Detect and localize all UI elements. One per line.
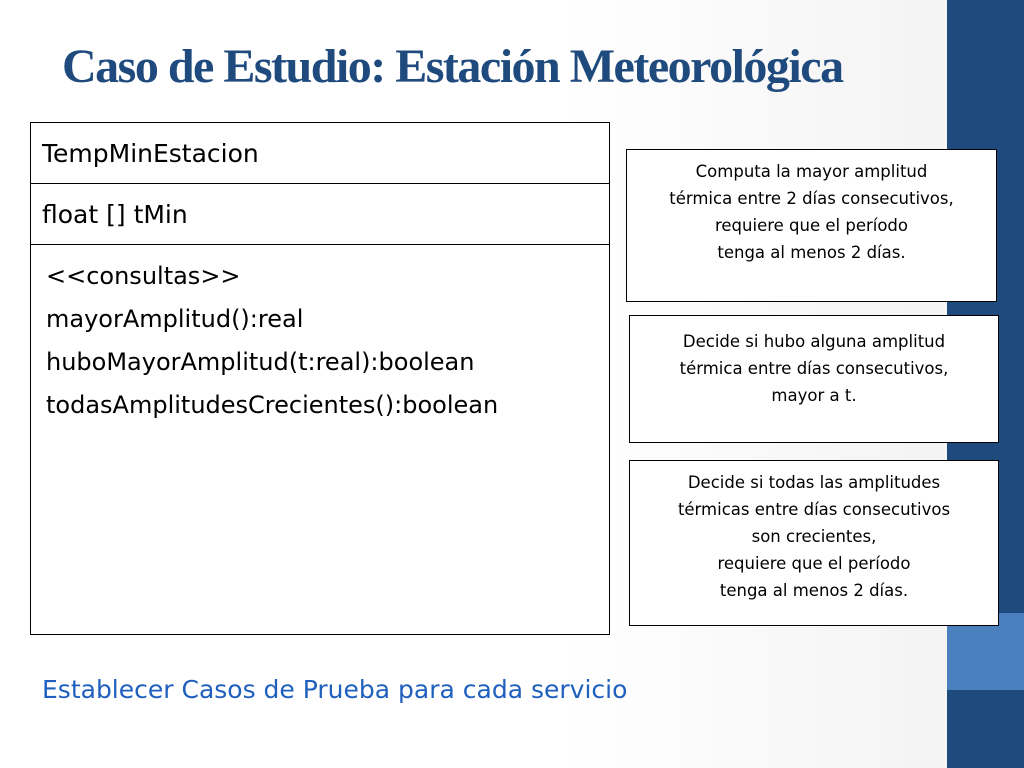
uml-stereotype: <<consultas>> — [46, 262, 241, 290]
uml-class-attribute: float [] tMin — [31, 184, 609, 245]
note-line: térmica entre días consecutivos, — [679, 359, 949, 378]
footer-instruction: Establecer Casos de Prueba para cada servicio — [42, 675, 628, 704]
uml-class-box — [30, 122, 610, 635]
note-line: térmicas entre días consecutivos — [677, 500, 951, 519]
note-line: son crecientes, — [751, 527, 877, 546]
note-hubo-mayor-amplitud — [629, 315, 999, 443]
uml-class-name: TempMinEstacion — [31, 123, 609, 184]
note-line: requiere que el período — [717, 554, 911, 573]
note-mayor-amplitud — [626, 149, 997, 302]
note-line: requiere que el período — [714, 216, 909, 235]
note-line: Decide si hubo alguna amplitud — [682, 332, 946, 351]
slide-title: Caso de Estudio: Estación Meteorológica — [62, 40, 843, 93]
uml-method-list — [31, 245, 609, 433]
note-line: Decide si todas las amplitudes — [687, 473, 941, 492]
note-todas-amplitudes-crecientes — [629, 460, 999, 626]
note-line: Computa la mayor amplitud — [695, 162, 928, 181]
uml-method: mayorAmplitud():real — [46, 305, 304, 333]
uml-method: huboMayorAmplitud(t:real):boolean — [46, 348, 475, 376]
note-line: mayor a t. — [771, 386, 857, 405]
note-line: tenga al menos 2 días. — [717, 243, 906, 262]
uml-method: todasAmplitudesCrecientes():boolean — [46, 391, 499, 419]
note-line: térmica entre 2 días consecutivos, — [669, 189, 954, 208]
note-line: tenga al menos 2 días. — [719, 581, 909, 600]
